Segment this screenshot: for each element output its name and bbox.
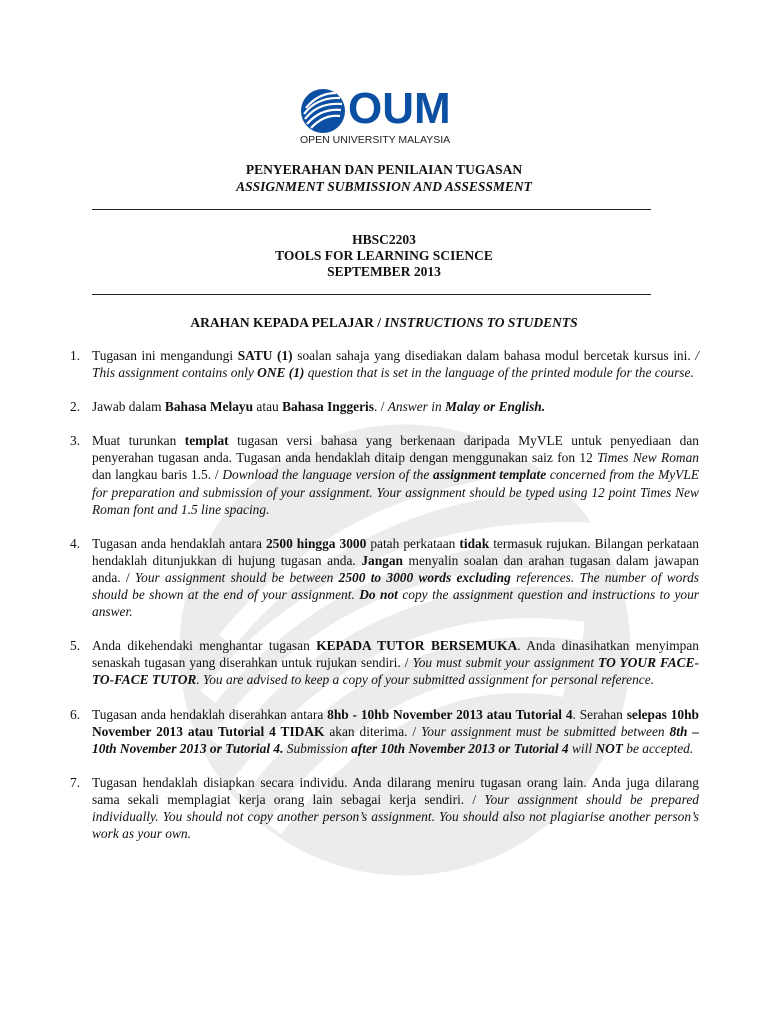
title-english: ASSIGNMENT SUBMISSION AND ASSESSMENT [236, 179, 532, 194]
oum-swirl-icon [300, 88, 346, 134]
instructions-heading-english: INSTRUCTIONS TO STUDENTS [384, 315, 578, 330]
course-name: TOOLS FOR LEARNING SCIENCE [275, 248, 493, 263]
list-item: 4. Tugasan anda hendaklah antara 2500 hingga 3000 patah perkataan tidak termasuk rujukan. Bilangan perkataan hendaklah ditunjukkan di hujung tugasan anda. Jangan menyalin soalan dan arahan tugasan dalam jawapan anda. / Your assignment should be between 2500 to 3000 words excluding references. The number of words should be shown at the end of your assignment. Do not copy the assignment question and instructions to your answer. [70, 535, 700, 620]
divider-top [92, 209, 651, 210]
item-number: 2. [70, 399, 81, 415]
oum-logo [300, 84, 470, 150]
item-number: 4. [70, 535, 81, 551]
course-code: HBSC2203 [352, 232, 416, 247]
list-item: 2. Jawab dalam Bahasa Melayu atau Bahasa Inggeris. / Answer in Malay or English. [70, 399, 546, 415]
divider-bottom [92, 294, 651, 295]
item-number: 1. [70, 348, 81, 363]
semester: SEPTEMBER 2013 [327, 264, 441, 279]
instructions-heading-malay: ARAHAN KEPADA PELAJAR / [190, 315, 385, 330]
list-item: 7. Tugasan hendaklah disiapkan secara individu. Anda dilarang meniru tugasan orang lain. Anda juga dilarang sama sekali memplagiat kerja orang lain sebagai kerja sendiri. / Your assignment should be prepared individually. You should not copy another person’s assignment. You should also not plagiarise another person’s work as your own. [70, 774, 699, 842]
item-number: 3. [70, 433, 81, 449]
list-item: 3. Muat turunkan templat tugasan versi bahasa yang berkenaan daripada MyVLE untuk penyediaan dan penyerahan tugasan anda. Tugasan anda hendaklah ditaip dengan menggunakan saiz fon 12 Times New Roman dan langkau baris 1.5. / Download the language version of the assignment template concerned from the MyVLE for preparation and submission of your assignment. Your assignment should be typed using 12 point Times New Roman font and 1.5 line spacing. [70, 433, 699, 517]
list-item: 5. Anda dikehendaki menghantar tugasan KEPADA TUTOR BERSEMUKA. Anda dinasihatkan menyimpan senaskah tugasan yang diserahkan untuk rujukan sendiri. / You must submit your assignment TO YOUR FACE-TO-FACE TUTOR. You are advised to keep a copy of your submitted assignment for personal reference. [70, 638, 699, 688]
list-item: 6. Tugasan anda hendaklah diserahkan antara 8hb - 10hb November 2013 atau Tutorial 4. Serahan selepas 10hb November 2013 atau Tutorial 4 TIDAK akan diterima. / Your assignment must be submitted between 8th – 10th November 2013 or Tutorial 4. Submission after 10th November 2013 or Tutorial 4 will NOT be accepted. [70, 706, 700, 756]
logo-subtitle: OPEN UNIVERSITY MALAYSIA [300, 134, 451, 146]
item-number: 6. [70, 706, 81, 722]
instructions-list [70, 347, 699, 842]
item-number: 5. [70, 638, 81, 654]
title-malay: PENYERAHAN DAN PENILAIAN TUGASAN [245, 162, 523, 177]
item-number: 7. [70, 774, 81, 790]
logo-wordmark: OUM [348, 84, 451, 133]
list-item: 1. Tugasan ini mengandungi SATU (1) soalan sahaja yang disediakan dalam bahasa modul bercetak kursus ini. / This assignment contains only ONE (1) question that is set in the language of the printed module for the course. [70, 348, 700, 381]
instructions-heading [0, 315, 768, 331]
